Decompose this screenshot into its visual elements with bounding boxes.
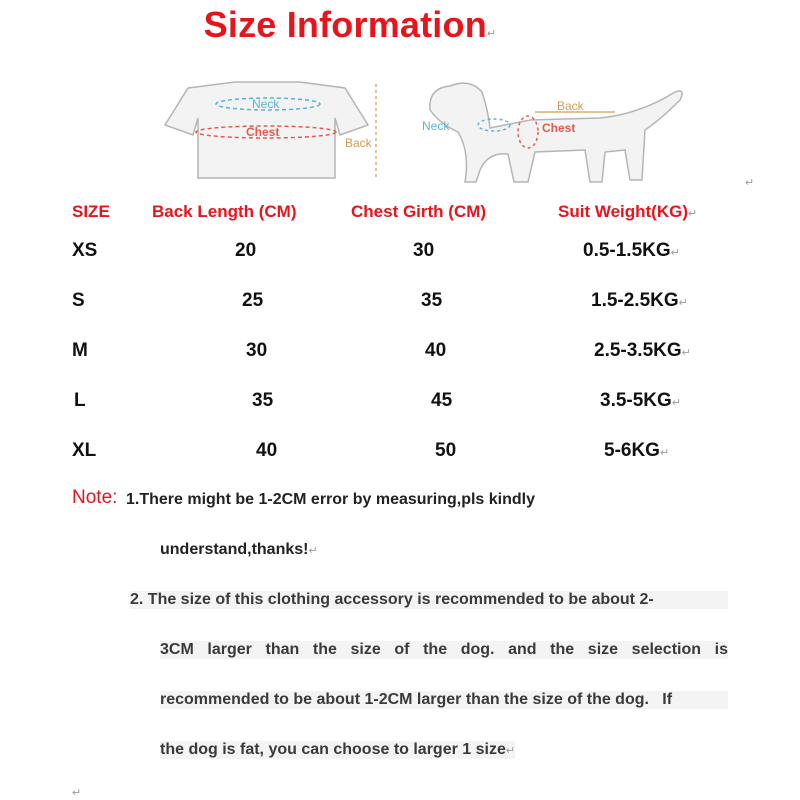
weight-cell: 1.5-2.5KG↵ bbox=[591, 290, 688, 311]
header-size: SIZE bbox=[72, 202, 110, 221]
chest-girth-cell: 35 bbox=[421, 290, 443, 311]
size-cell: S bbox=[72, 290, 85, 311]
shirt-neck-label: Neck bbox=[252, 97, 280, 111]
header-chest-girth: Chest Girth (CM) bbox=[351, 202, 487, 221]
back-length-cell: 30 bbox=[246, 340, 268, 361]
note-2-line-2: 3CM larger than the size of the dog. and the size selection is bbox=[160, 641, 728, 658]
dog-neck-label: Neck bbox=[422, 119, 450, 133]
dog-chest-label: Chest bbox=[542, 121, 576, 135]
size-cell: M bbox=[72, 340, 88, 361]
weight-cell: 5-6KG↵ bbox=[604, 440, 670, 461]
size-cell: L bbox=[74, 390, 86, 411]
note-2-line-4: the dog is fat, you can choose to larger 1 size↵ bbox=[160, 741, 516, 758]
size-cell: XS bbox=[72, 240, 98, 261]
back-length-cell: 25 bbox=[242, 290, 264, 311]
paragraph-mark: ↵ bbox=[72, 787, 82, 799]
chest-girth-cell: 45 bbox=[431, 390, 453, 411]
dog-diagram bbox=[410, 70, 710, 190]
chest-girth-cell: 40 bbox=[425, 340, 447, 361]
shirt-chest-label: Chest bbox=[246, 125, 280, 139]
paragraph-mark: ↵ bbox=[745, 177, 755, 189]
back-length-cell: 20 bbox=[235, 240, 257, 261]
weight-cell: 0.5-1.5KG↵ bbox=[583, 240, 680, 261]
header-suit-weight: Suit Weight(KG)↵ bbox=[558, 202, 698, 221]
shirt-diagram bbox=[140, 70, 400, 190]
back-length-cell: 40 bbox=[256, 440, 278, 461]
chest-girth-cell: 30 bbox=[413, 240, 435, 261]
dog-back-label: Back bbox=[557, 99, 584, 113]
back-length-cell: 35 bbox=[252, 390, 274, 411]
weight-cell: 2.5-3.5KG↵ bbox=[594, 340, 691, 361]
note-2-line-3: recommended to be about 1-2CM larger than the size of the dog. If bbox=[160, 691, 728, 709]
note-label: Note: bbox=[72, 487, 118, 508]
weight-cell: 3.5-5KG↵ bbox=[600, 390, 682, 411]
note-1-line-2: understand,thanks!↵ bbox=[160, 541, 318, 558]
note-1-line-1: 1.There might be 1-2CM error by measuring,pls kindly bbox=[126, 491, 535, 508]
chest-girth-cell: 50 bbox=[435, 440, 457, 461]
size-cell: XL bbox=[72, 440, 97, 461]
page-title: Size Information↵ bbox=[203, 4, 497, 45]
header-back-length: Back Length (CM) bbox=[152, 202, 297, 221]
note-2-line-1: 2. The size of this clothing accessory is recommended to be about 2- bbox=[130, 591, 728, 609]
shirt-back-label: Back bbox=[345, 136, 372, 150]
